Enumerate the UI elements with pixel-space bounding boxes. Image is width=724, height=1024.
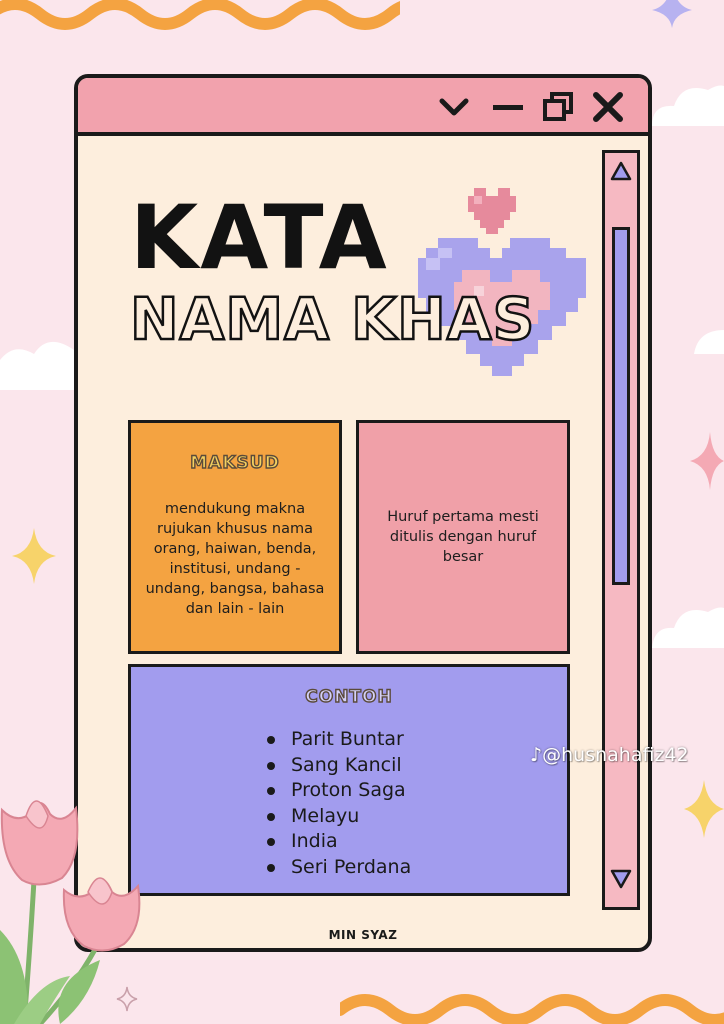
list-item: Parit Buntar <box>267 727 567 753</box>
cloud-icon <box>652 580 724 652</box>
orange-wave-decoration <box>340 984 724 1024</box>
maksud-card <box>128 420 342 654</box>
chevron-down-icon[interactable] <box>438 92 470 122</box>
list-item: India <box>267 829 567 855</box>
list-item: Proton Saga <box>267 778 567 804</box>
title-bar <box>78 78 648 136</box>
list-item: Sang Kancil <box>267 753 567 779</box>
watermark-handle: ♪@husnahafiz42 <box>530 744 689 766</box>
close-icon[interactable] <box>592 92 624 122</box>
scroll-down-arrow-icon[interactable] <box>610 869 632 889</box>
huruf-card <box>356 420 570 654</box>
pink-sparkle-icon <box>690 432 724 490</box>
huruf-text: Huruf pertama mesti ditulis dengan huruf besar <box>387 509 539 565</box>
contoh-heading: CONTOH <box>305 687 393 707</box>
tiktok-icon: ♪ <box>530 744 543 766</box>
cloud-icon <box>694 300 724 360</box>
page-title: KATA <box>130 186 389 289</box>
list-item: Melayu <box>267 804 567 830</box>
maksud-text: mendukung makna rujukan khusus nama orang, haiwan, benda, institusi, undang - undang, bangsa, bahasa dan lain - lain <box>145 501 325 617</box>
cloud-icon <box>652 60 724 130</box>
scrollbar[interactable] <box>602 150 640 910</box>
purple-sparkle-icon <box>652 0 692 28</box>
tulip-flowers-decoration <box>0 780 170 1024</box>
restore-icon[interactable] <box>542 92 574 122</box>
contoh-list <box>267 727 567 880</box>
yellow-sparkle-icon <box>12 528 56 584</box>
orange-wave-decoration <box>0 0 400 40</box>
cloud-icon <box>0 320 74 400</box>
scroll-up-arrow-icon[interactable] <box>610 161 632 181</box>
page-subtitle: NAMA KHAS <box>130 285 536 353</box>
scrollbar-thumb[interactable] <box>612 227 630 585</box>
minimize-icon[interactable] <box>492 92 524 122</box>
maksud-heading: MAKSUD <box>190 453 280 473</box>
contoh-card <box>128 664 570 896</box>
author-credit: MIN SYAZ <box>328 928 398 942</box>
list-item: Seri Perdana <box>267 855 567 881</box>
yellow-sparkle-icon <box>684 780 724 838</box>
